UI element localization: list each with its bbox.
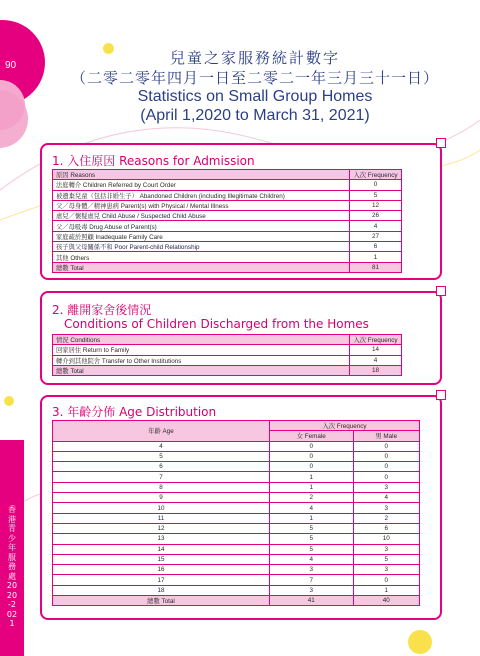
- age-value: 9: [53, 493, 270, 503]
- table-row: [53, 190, 402, 200]
- female-count: 2: [270, 493, 354, 503]
- table-row: [53, 523, 420, 533]
- table-row: [53, 462, 420, 472]
- table-row: [53, 451, 420, 461]
- age-value: 15: [53, 554, 270, 564]
- box-corner-icon: [436, 390, 446, 400]
- age-table: [52, 420, 420, 606]
- section-age-box: [40, 395, 442, 620]
- condition-frequency: 4: [350, 355, 402, 365]
- reason-label: 孩子與父母關係不和 Poor Parent-child Relationship: [53, 242, 350, 252]
- conditions-table: [52, 334, 402, 376]
- table-row: [53, 482, 420, 492]
- title-en-line1: Statistics on Small Group Homes: [137, 88, 373, 105]
- table-row: [53, 503, 420, 513]
- table-row: [53, 242, 402, 252]
- condition-label: 回家居住 Return to Family: [53, 345, 350, 355]
- age-value: 5: [53, 451, 270, 461]
- table-row: [53, 565, 420, 575]
- age-value: 14: [53, 544, 270, 554]
- female-count: 0: [270, 451, 354, 461]
- male-count: 0: [353, 441, 420, 451]
- reason-label: 父／母身體／精神患病 Parent(s) with Physical / Mental Illness: [53, 200, 350, 210]
- col-frequency-header: 入次 Frequency: [270, 421, 420, 431]
- female-count: 4: [270, 503, 354, 513]
- total-value: 81: [350, 262, 402, 272]
- table-row: [53, 441, 420, 451]
- age-value: 12: [53, 523, 270, 533]
- female-count: 1: [270, 482, 354, 492]
- condition-frequency: 14: [350, 345, 402, 355]
- reason-label: 虐兒／懷疑虐兒 Child Abuse / Suspected Child Abuse: [53, 211, 350, 221]
- table-row: [53, 554, 420, 564]
- table-row: [53, 211, 402, 221]
- col-age-header: 年齡 Age: [53, 421, 270, 442]
- male-count: 2: [353, 513, 420, 523]
- section-conditions-box: [40, 291, 442, 385]
- col-reason-header: 原因 Reasons: [53, 170, 350, 180]
- condition-label: 轉介到其他院舍 Transfer to Other Institutions: [53, 355, 350, 365]
- male-count: 0: [353, 575, 420, 585]
- total-label: 總數 Total: [53, 262, 350, 272]
- age-value: 11: [53, 513, 270, 523]
- table-row: [53, 534, 420, 544]
- total-female: 41: [270, 596, 354, 606]
- male-count: 5: [353, 554, 420, 564]
- total-value: 18: [350, 365, 402, 375]
- section-conditions-title-line2: Conditions of Children Discharged from the Homes: [64, 317, 369, 331]
- male-count: 0: [353, 472, 420, 482]
- reason-frequency: 4: [350, 221, 402, 231]
- reason-label: 法庭轉介 Children Referred by Court Order: [53, 180, 350, 190]
- reason-frequency: 12: [350, 200, 402, 210]
- col-frequency-header: 入次 Frequency: [350, 335, 402, 345]
- male-count: 1: [353, 585, 420, 595]
- reason-frequency: 1: [350, 252, 402, 262]
- section-conditions-title-line1: 2. 離開家舍後情況: [52, 303, 152, 317]
- box-corner-icon: [436, 138, 446, 148]
- table-row: [53, 355, 402, 365]
- female-count: 1: [270, 513, 354, 523]
- sidebar-org-year: 香港青少年服務處 2020-2021: [6, 505, 18, 628]
- reason-label: 父／母吸毒 Drug Abuse of Parent(s): [53, 221, 350, 231]
- total-male: 40: [353, 596, 420, 606]
- male-count: 3: [353, 544, 420, 554]
- table-row: [53, 345, 402, 355]
- section-age-title: 3. 年齡分佈 Age Distribution: [52, 405, 217, 419]
- male-count: 0: [353, 462, 420, 472]
- reason-frequency: 0: [350, 180, 402, 190]
- box-corner-icon: [436, 286, 446, 296]
- reason-label: 家庭疏於照顧 Inadequate Family Care: [53, 231, 350, 241]
- male-count: 3: [353, 503, 420, 513]
- female-count: 5: [270, 544, 354, 554]
- age-value: 6: [53, 462, 270, 472]
- table-row: [53, 493, 420, 503]
- table-row: [53, 544, 420, 554]
- age-value: 4: [53, 441, 270, 451]
- table-row: [53, 252, 402, 262]
- reason-frequency: 26: [350, 211, 402, 221]
- reason-label: 被遺棄兒童（包括非婚生子） Abandoned Children (including Illegitimate Children): [53, 190, 350, 200]
- female-count: 3: [270, 585, 354, 595]
- male-count: 3: [353, 482, 420, 492]
- total-label: 總數 Total: [53, 365, 350, 375]
- col-frequency-header: 入次 Frequency: [350, 170, 402, 180]
- col-conditions-header: 情況 Conditions: [53, 335, 350, 345]
- reason-frequency: 6: [350, 242, 402, 252]
- col-male-header: 男 Male: [353, 431, 420, 441]
- reason-frequency: 27: [350, 231, 402, 241]
- female-count: 7: [270, 575, 354, 585]
- age-value: 18: [53, 585, 270, 595]
- age-value: 17: [53, 575, 270, 585]
- age-value: 16: [53, 565, 270, 575]
- table-row: [53, 200, 402, 210]
- col-female-header: 女 Female: [270, 431, 354, 441]
- female-count: 1: [270, 472, 354, 482]
- reasons-table: [52, 169, 402, 273]
- total-label: 總數 Total: [53, 596, 270, 606]
- age-value: 13: [53, 534, 270, 544]
- title-zh-line2: （二零二零年四月一日至二零二一年三月三十一日）: [70, 69, 439, 87]
- male-count: 3: [353, 565, 420, 575]
- table-row: [53, 221, 402, 231]
- page-number: 90: [5, 60, 17, 71]
- female-count: 0: [270, 441, 354, 451]
- female-count: 5: [270, 523, 354, 533]
- male-count: 0: [353, 451, 420, 461]
- reason-frequency: 5: [350, 190, 402, 200]
- table-row: [53, 180, 402, 190]
- age-value: 8: [53, 482, 270, 492]
- table-row: [53, 472, 420, 482]
- table-row: [53, 575, 420, 585]
- male-count: 10: [353, 534, 420, 544]
- age-value: 10: [53, 503, 270, 513]
- section-reasons-title: 1. 入住原因 Reasons for Admission: [52, 154, 255, 168]
- title-en-line2: (April 1,2020 to March 31, 2021): [140, 107, 370, 124]
- table-row: [53, 231, 402, 241]
- female-count: 0: [270, 462, 354, 472]
- female-count: 4: [270, 554, 354, 564]
- reason-label: 其他 Others: [53, 252, 350, 262]
- table-row: [53, 585, 420, 595]
- title-zh-line1: 兒童之家服務統計數字: [169, 49, 340, 67]
- female-count: 5: [270, 534, 354, 544]
- male-count: 6: [353, 523, 420, 533]
- male-count: 4: [353, 493, 420, 503]
- table-row: [53, 513, 420, 523]
- female-count: 3: [270, 565, 354, 575]
- age-value: 7: [53, 472, 270, 482]
- section-reasons-box: [40, 143, 442, 280]
